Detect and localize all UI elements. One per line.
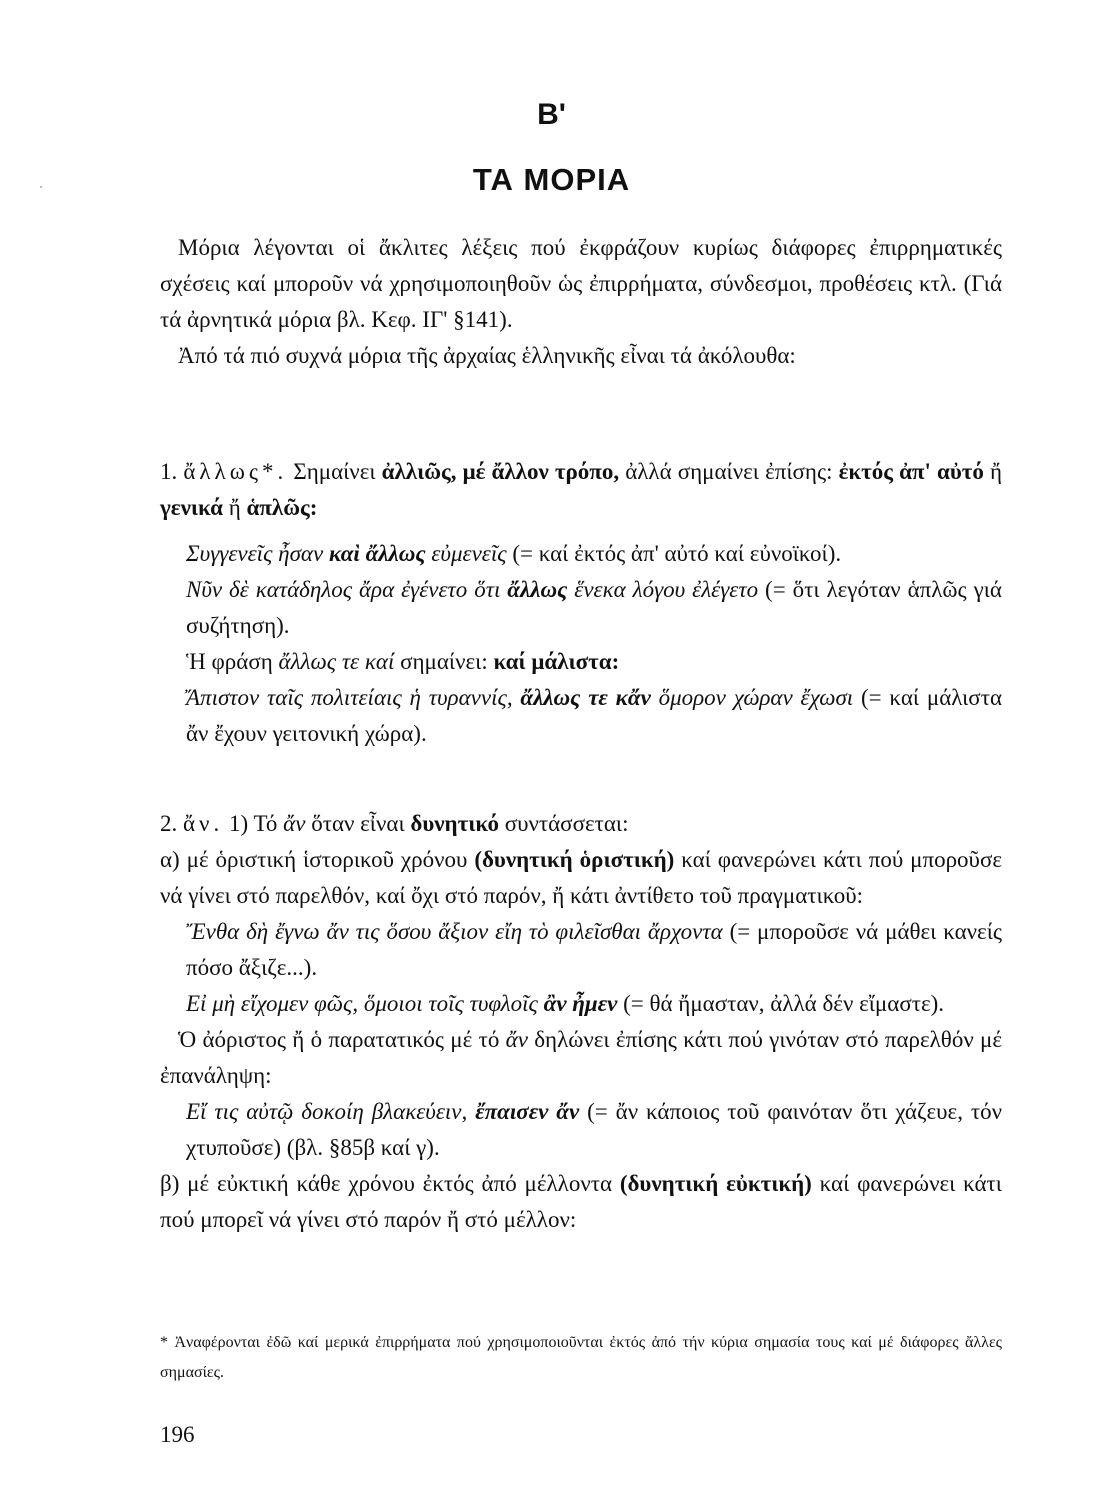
example-sentence: Εἰ μὴ εἴχομεν φῶς, ὅμοιοι τοῖς τυφλοῖς ἂν ἦμεν (= θά ἤμασταν, ἀλλά δέν εἴμαστε). — [186, 991, 945, 1016]
footnote: * Ἀναφέρονται ἐδῶ καί μερικά ἐπιρρήματα πού χρησιμοποιοῦνται ἐκτός ἀπό τήν κύρια σημασία τους καί μέ διάφορες ἄλλες σημασίες. — [160, 1334, 1002, 1381]
section-number: 2. — [160, 811, 178, 836]
intro-paragraph: Μόρια λέγονται οἱ ἄκλιτες λέξεις πού ἐκφράζουν κυρίως διάφορες ἐπιρρηματικές σχέσεις καί μποροῦν νά χρησιμοποιηθοῦν ὡς ἐπιρρήματα, σύνδεσμοι, προθέσεις κτλ. (Γιά τά ἀρνητικά μόρια βλ. Κεφ. ΙΓ' §141). — [160, 235, 1002, 332]
section-allos — [160, 454, 1002, 752]
section-term: ἄλλως*. — [183, 459, 288, 484]
page-number: 196 — [160, 1422, 195, 1447]
example-sentence: Ἔνθα δὴ ἔγνω ἄν τις ὅσου ἄξιον εἴη τὸ φιλεῖσθαι ἄρχοντα (= μποροῦσε νά μάθει κανείς πόσο ἄξιζε...). — [186, 919, 1002, 980]
intro-section — [160, 230, 1002, 374]
example-translation: (= ἄν κάποιος τοῦ φαινόταν ὅτι χάζευε, τόν χτυποῦσε) (βλ. §85β καί γ). — [186, 1099, 1003, 1160]
example-translation: (= ὅτι λεγόταν ἁπλῶς γιά συζήτηση). — [186, 577, 1002, 638]
chapter-title: ΤΑ ΜΟΡΙΑ — [472, 162, 631, 197]
section-an-intro: 2. ἄν. 1) Τό ἄν ὅταν εἶναι δυνητικό συντάσσεται: — [160, 811, 629, 836]
example-sentence: Ἄπιστον ταῖς πολιτείαις ἡ τυραννίς, ἄλλως τε κἄν ὅμορον χώραν ἔχωσι (= καί μάλιστα ἄν ἔχουν γειτονική χώρα). — [186, 685, 1003, 746]
aorist-note: Ὁ ἀόριστος ἤ ὁ παρατατικός μέ τό ἄν δηλώνει ἐπίσης κάτι πού γινόταν στό παρελθόν μέ ἐπανάληψη: — [160, 1027, 1003, 1088]
chapter-mark: Β' — [537, 98, 566, 131]
phrase-note: Ἡ φράση ἄλλως τε καί σημαίνει: καί μάλιστα: — [186, 649, 620, 674]
example-translation: (= μποροῦσε νά μάθει κανείς πόσο ἄξιζε...). — [186, 919, 1002, 980]
example-sentence: Συγγενεῖς ἦσαν καὶ ἄλλως εὐμενεῖς (= καί ἐκτός ἀπ' αὐτό καί εὐνοϊκοί). — [186, 541, 842, 566]
subsection-a: α) μέ ὁριστική ἱστορικοῦ χρόνου (δυνητική ὁριστική) καί φανερώνει κάτι πού μποροῦσε νά γίνει στό παρελθόν, καί ὄχι στό παρόν, ἤ κάτι ἀντίθετο τοῦ πραγματικοῦ: — [160, 847, 1003, 908]
section-number: 1. — [160, 459, 178, 484]
subsection-b: β) μέ εὐκτική κάθε χρόνου ἐκτός ἀπό μέλλοντα (δυνητική εὐκτική) καί φανερώνει κάτι πού μπορεῖ νά γίνει στό παρόν ἤ στό μέλλον: — [160, 1171, 1002, 1232]
section-allos-definition: 1. ἄλλως*. Σημαίνει ἀλλιῶς, μέ ἄλλον τρόπο, ἀλλά σημαίνει ἐπίσης: ἐκτός ἀπ' αὐτό ἤ γενικά ἤ ἁπλῶς: — [160, 459, 1003, 520]
section-term: ἄν. — [183, 811, 224, 836]
example-translation: (= καί μάλιστα ἄν ἔχουν γειτονική χώρα). — [186, 685, 1003, 746]
example-sentence: Νῦν δὲ κατάδηλος ἄρα ἐγένετο ὅτι ἄλλως ἕνεκα λόγου ἐλέγετο (= ὅτι λεγόταν ἁπλῶς γιά συζήτηση). — [186, 577, 1002, 638]
intro-paragraph-list-lead: Ἀπό τά πιό συχνά μόρια τῆς ἀρχαίας ἑλληνικῆς εἶναι τά ἀκόλουθα: — [178, 343, 796, 368]
example-translation: (= θά ἤμασταν, ἀλλά δέν εἴμαστε). — [617, 991, 945, 1016]
section-an — [160, 806, 1002, 1238]
example-translation: (= καί ἐκτός ἀπ' αὐτό καί εὐνοϊκοί). — [506, 541, 842, 566]
example-sentence: Εἴ τις αὐτῷ δοκοίη βλακεύειν, ἔπαισεν ἄν (= ἄν κάποιος τοῦ φαινόταν ὅτι χάζευε, τόν χτυποῦσε) (βλ. §85β καί γ). — [186, 1099, 1003, 1160]
